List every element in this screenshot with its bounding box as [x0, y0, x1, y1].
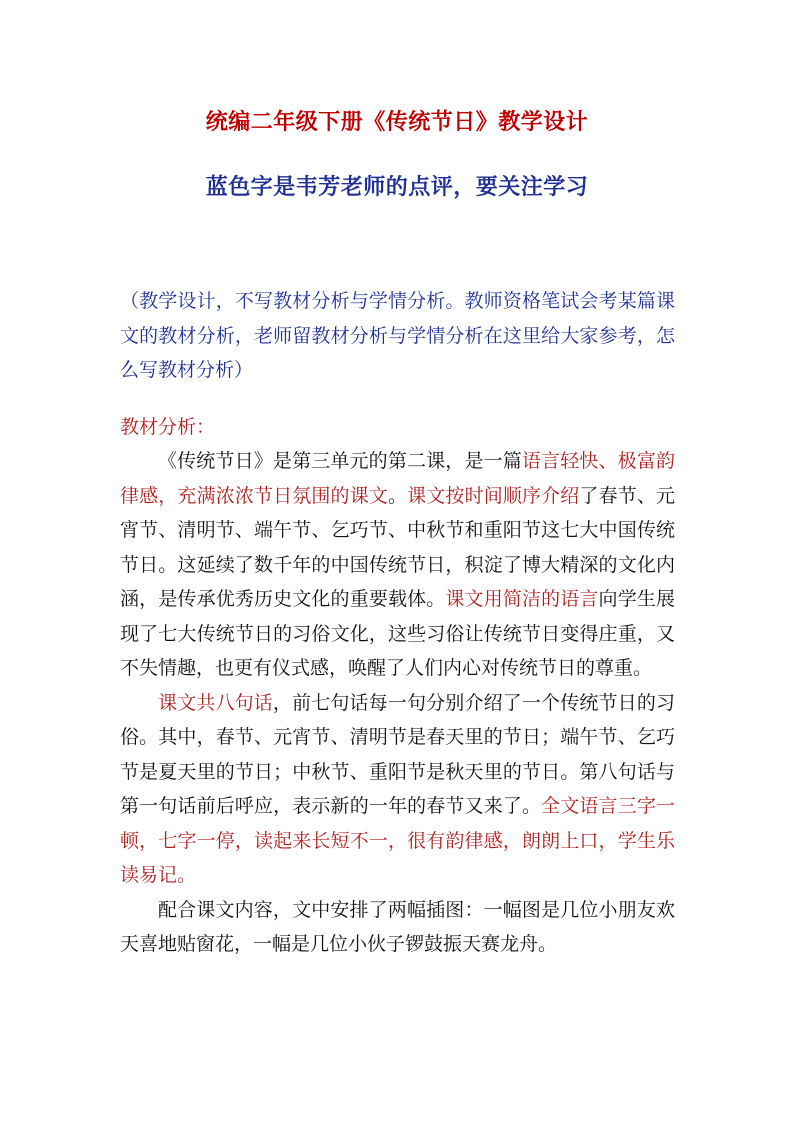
document-subtitle: 蓝色字是韦芳老师的点评，要关注学习 — [205, 175, 589, 200]
paragraph-3-text: 配合课文内容，文中安排了两幅插图：一幅图是几位小朋友欢天喜地贴窗花，一幅是几位小伙子锣鼓振天赛龙舟。 — [120, 898, 675, 955]
paragraph-1 — [120, 444, 675, 686]
document-body — [120, 284, 675, 962]
paragraph-1-highlight: 语言轻快、极富韵律感，充满浓浓节日氛围的课文 — [120, 450, 675, 507]
paragraph-2-text: ，前七句话每一句分别介绍了一个传统节日的习俗。其中，春节、元宵节、清明节是春天里的节日；端午节、乞巧节是夏天里的节日；中秋节、重阳节是秋天里的节日。第八句话与第一句话前后呼应，表示新的一年的春节又来了。 — [120, 691, 675, 817]
paragraph-2-highlight: 全文语言三字一顿，七字一停，读起来长短不一，很有韵律感，朗朗上口，学生乐读易记。 — [120, 795, 675, 886]
paragraph-1-text: 《传统节日》是第三单元的第二课，是一篇 — [158, 450, 522, 472]
paragraph-1-text: 向学生展现了七大传统节日的习俗文化，这些习俗让传统节日变得庄重，又不失情趣，也更有仪式感，唤醒了人们内心对传统节日的尊重。 — [120, 588, 675, 679]
paragraph-3 — [120, 893, 675, 962]
paragraph-1-text: 。 — [387, 484, 408, 507]
section-heading: 教材分析： — [120, 415, 216, 438]
paragraph-2 — [120, 686, 675, 893]
paragraph-2-highlight: 课文共八句话 — [158, 691, 273, 714]
paragraph-1-highlight: 课文按时间顺序介绍 — [407, 484, 580, 507]
teacher-note: （教学设计，不写教材分析与学情分析。教师资格笔试会考某篇课文的教材分析，老师留教材分析与学情分析在这里给大家参考，怎么写教材分析） — [120, 290, 675, 381]
paragraph-1-highlight: 课文用简洁的语言 — [445, 588, 599, 610]
document-title: 统编二年级下册《传统节日》教学设计 — [205, 110, 589, 135]
paragraph-1-text: 了春节、元宵节、清明节、端午节、乞巧节、中秋节和重阳节这七大中国传统节日。这延续了数千年的中国传统节日，积淀了博大精深的文化内涵，是传承优秀历史文化的重要载体。 — [120, 484, 675, 610]
